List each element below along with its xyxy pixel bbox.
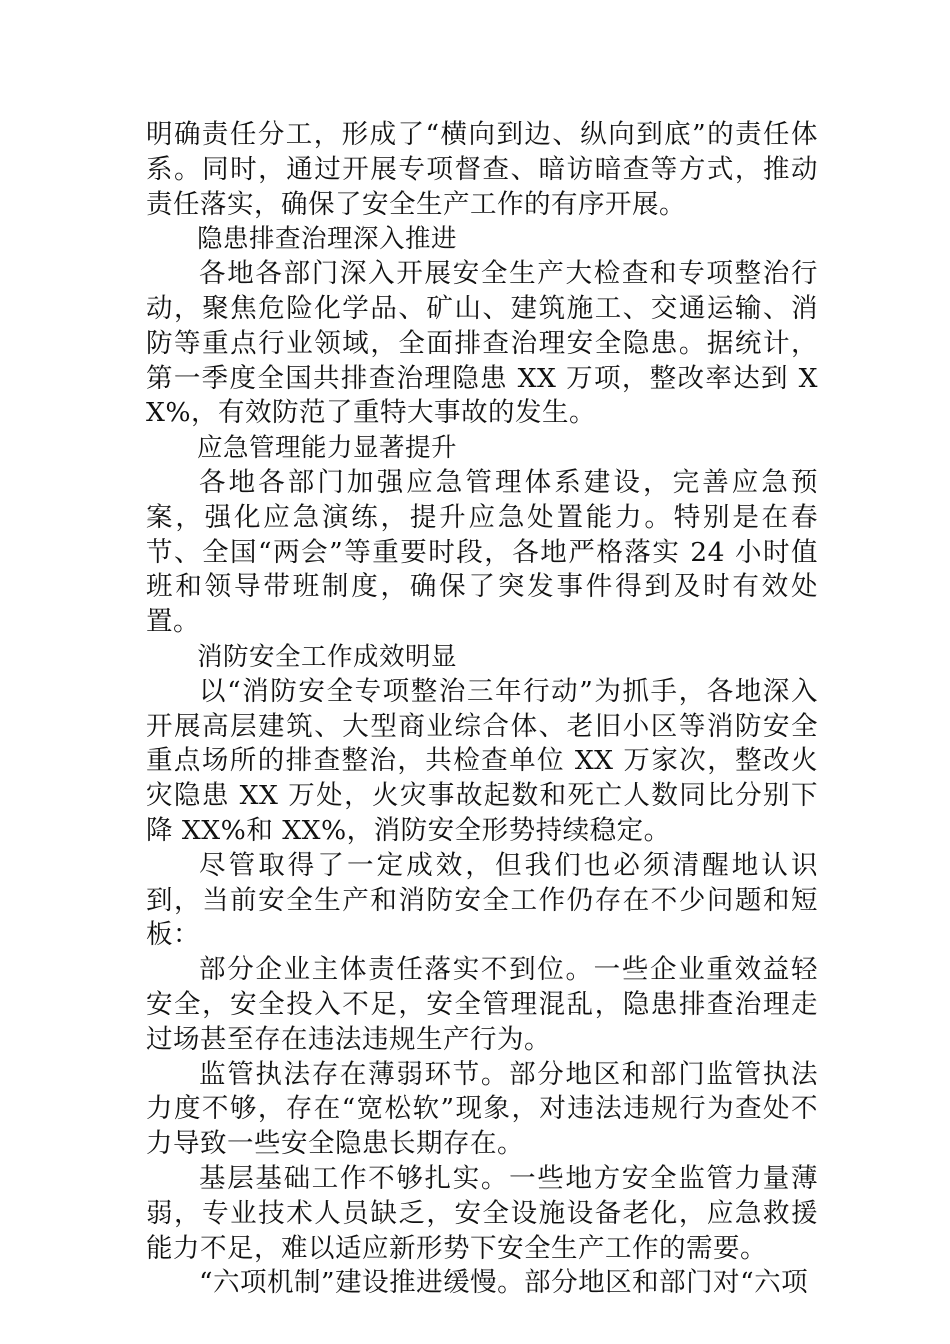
paragraph-problems-intro: 尽管取得了一定成效，但我们也必须清醒地认识到，当前安全生产和消防安全工作仍存在不少问题和短板： — [146, 849, 818, 951]
paragraph-grassroots-foundation: 基层基础工作不够扎实。一些地方安全监管力量薄弱，专业技术人员缺乏，安全设施设备老化，应急救援能力不足，难以适应新形势下安全生产工作的需要。 — [146, 1162, 818, 1264]
paragraph-six-mechanisms: “六项机制”建设推进缓慢。部分地区和部门对“六项 — [199, 1267, 809, 1299]
paragraph-enterprise-responsibility: 部分企业主体责任落实不到位。一些企业重效益轻安全，安全投入不足，安全管理混乱，隐患排查治理走过场甚至存在违法违规生产行为。 — [146, 954, 818, 1055]
paragraph-emergency-management: 各地各部门加强应急管理体系建设，完善应急预案，强化应急演练，提升应急处置能力。特别是在春节、全国“两会”等重要时段，各地严格落实 24 小时值班和领导带班制度，确保了突发事件得到及时有效处置。 — [146, 466, 818, 638]
section-heading-emergency-management: 应急管理能力显著提升 — [197, 433, 458, 464]
section-heading-fire-safety: 消防安全工作成效明显 — [197, 641, 458, 672]
paragraph-fire-safety: 以“消防安全专项整治三年行动”为抓手，各地深入开展高层建筑、大型商业综合体、老旧小区等消防安全重点场所的排查整治，共检查单位 XX 万家次，整改火灾隐患 XX 万处，火灾事故起数和死亡人数同比分别下降 XX%和 XX%，消防安全形势持续稳定。 — [146, 675, 818, 846]
document-body — [146, 118, 818, 1301]
paragraph-hazard-investigation: 各地各部门深入开展安全生产大检查和专项整治行动，聚焦危险化学品、矿山、建筑施工、交通运输、消防等重点行业领域，全面排查治理安全隐患。据统计，第一季度全国共排查治理隐患 XX 万项，整改率达到 XX%，有效防范了重特大事故的发生。 — [146, 258, 818, 429]
section-heading-hazard-investigation: 隐患排查治理深入推进 — [197, 224, 458, 255]
paragraph-continued: 明确责任分工，形成了“横向到边、纵向到底”的责任体系。同时，通过开展专项督查、暗访暗查等方式，推动责任落实，确保了安全生产工作的有序开展。 — [146, 119, 818, 220]
paragraph-supervision-enforcement: 监管执法存在薄弱环节。部分地区和部门监管执法力度不够，存在“宽松软”现象，对违法违规行为查处不力导致一些安全隐患长期存在。 — [146, 1058, 818, 1160]
